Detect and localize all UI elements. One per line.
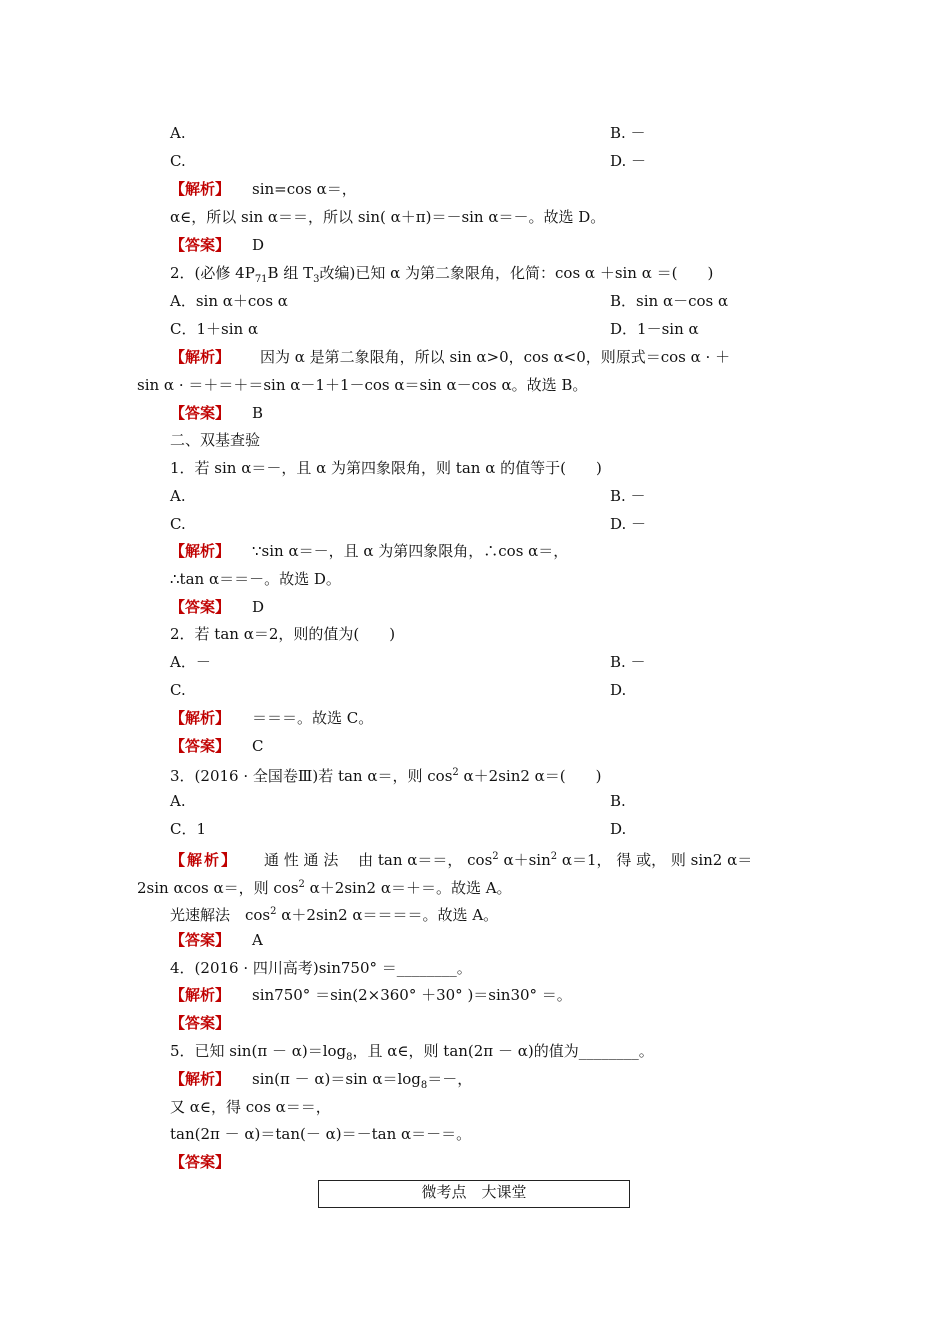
s3-analysis-line-1 (170, 847, 752, 870)
s4-stem: 4．(2016 · 四川高考)sin750° ＝________。 (170, 959, 472, 977)
s3-option-c: C．1 (170, 820, 207, 838)
sup: 2 (492, 851, 499, 862)
s5-analysis-line-2: 又 α∈，得 cos α＝＝， (170, 1098, 331, 1116)
analysis-text: sin750° ＝sin(2×360° ＋30° )＝sin30° ＝。 (252, 986, 572, 1004)
q2a-stem-sub: 71 (254, 274, 268, 285)
s3-stem (170, 763, 602, 786)
analysis-text: α＋2sin2 α＝＝＝＝。故选 A。 (276, 906, 499, 924)
s1-answer-line (170, 597, 264, 617)
analysis-tag: 【解析】 (170, 542, 231, 560)
analysis-text: α＋sin (498, 851, 551, 869)
s1-analysis-line-1 (170, 541, 568, 561)
s1-option-c: C. (170, 515, 186, 533)
answer-text: D (252, 236, 265, 254)
s3-option-a: A. (170, 792, 186, 810)
s2-option-a: A．－ (170, 653, 211, 671)
s3-analysis-line-3 (170, 902, 498, 925)
analysis-text: ＝＝＝。故选 C。 (252, 709, 374, 727)
s4-analysis-line-1 (170, 985, 572, 1005)
s3-option-d: D. (610, 820, 627, 838)
analysis-text: 因为 α 是第二象限角，所以 sin α>0，cos α<0，则原式＝cos α · ＋ (260, 348, 731, 366)
s3-stem-part: α＋2sin2 α＝( ) (458, 767, 602, 785)
q2a-option-c: C．1＋sin α (170, 320, 259, 338)
s1-stem: 1．若 sin α＝－，且 α 为第四象限角，则 tan α 的值等于( ) (170, 459, 602, 477)
s3-analysis-line-2 (137, 875, 512, 898)
answer-tag: 【答案】 (170, 598, 231, 616)
q2a-stem (170, 263, 713, 290)
prev-option-b: B. － (610, 124, 646, 142)
section-banner-box: 微考点 大课堂 (318, 1180, 630, 1208)
s3-stem-part: 3．(2016 · 全国卷Ⅲ)若 tan α＝，则 cos (170, 767, 453, 785)
q2a-analysis-line-2: sin α · ＝＋＝＋＝sin α－1＋1－cos α＝sin α－cos α。故选 B。 (137, 376, 588, 394)
analysis-text: 2sin αcos α＝，则 cos (137, 879, 299, 897)
analysis-text: ＝－， (427, 1070, 473, 1088)
s5-answer-line (170, 1152, 252, 1172)
prev-option-d: D. － (610, 152, 647, 170)
s2-option-d: D. (610, 681, 627, 699)
s5-stem-part: 5．已知 sin(π － α)＝log (170, 1042, 347, 1060)
analysis-tag: 【解析】 (170, 709, 231, 727)
q2a-stem-sub: 3 (313, 274, 320, 285)
s5-stem (170, 1041, 654, 1068)
q2a-stem-part: B 组 T (267, 264, 314, 282)
analysis-text: α＝1， 得 或， 则 sin2 α＝ (557, 851, 753, 869)
s3-stem-sup: 2 (452, 767, 459, 778)
sup: 2 (298, 879, 305, 890)
answer-text: C (252, 737, 264, 755)
answer-text: D (252, 598, 265, 616)
s2-option-b: B. － (610, 653, 646, 671)
q2a-option-a: A．sin α＋cos α (170, 292, 288, 310)
sup: 2 (550, 851, 558, 862)
s1-option-b: B. － (610, 487, 646, 505)
s3-answer-line (170, 930, 263, 950)
analysis-tag: 【解析】 (170, 851, 239, 869)
s5-stem-part: ，且 α∈，则 tan(2π － α)的值为________。 (352, 1042, 654, 1060)
prev-answer-line (170, 235, 264, 255)
prev-analysis-line-1 (170, 179, 357, 199)
answer-tag: 【答案】 (170, 404, 231, 422)
answer-tag: 【答案】 (170, 236, 231, 254)
analysis-tag: 【解析】 (170, 986, 231, 1004)
answer-tag: 【答案】 (170, 737, 231, 755)
analysis-tag: 【解析】 (170, 348, 231, 366)
analysis-text: α＋2sin2 α＝＋＝。故选 A。 (304, 879, 512, 897)
analysis-text: sin=cos α＝， (252, 180, 357, 198)
s4-answer-line (170, 1013, 252, 1033)
q2a-option-b: B．sin α－cos α (610, 292, 729, 310)
prev-option-a: A. (170, 124, 186, 142)
q2a-stem-part: 改编)已知 α 为第二象限角，化简：cos α ＋sin α ＝( ) (319, 264, 714, 282)
s2-answer-line (170, 736, 264, 756)
analysis-text: 光速解法 cos (170, 906, 271, 924)
analysis-tag: 【解析】 (170, 180, 231, 198)
analysis-text: 通 性 通 法 由 tan α＝＝， cos (264, 851, 493, 869)
answer-text: B (252, 404, 264, 422)
q2a-option-d: D．1－sin α (610, 320, 699, 338)
s5-stem-sub: 8 (346, 1052, 353, 1063)
analysis-text: ∵sin α＝－，且 α 为第四象限角，∴cos α＝， (252, 542, 569, 560)
section-title: 二、双基查验 (170, 431, 261, 449)
prev-option-c: C. (170, 152, 186, 170)
s2-analysis-line-1 (170, 708, 373, 728)
s5-analysis-line-1 (170, 1069, 472, 1096)
q2a-analysis-line-1 (170, 347, 730, 367)
answer-tag: 【答案】 (170, 931, 231, 949)
sup: 2 (270, 906, 277, 917)
q2a-stem-part: 2．(必修 4P (170, 264, 255, 282)
s3-option-b: B. (610, 792, 626, 810)
s1-option-d: D. － (610, 515, 647, 533)
q2a-answer-line (170, 403, 263, 423)
answer-text: A (252, 931, 263, 949)
answer-tag: 【答案】 (170, 1153, 231, 1171)
analysis-tag: 【解析】 (170, 1070, 231, 1088)
s2-stem: 2．若 tan α＝2，则的值为( ) (170, 625, 396, 643)
analysis-text: sin(π － α)＝sin α＝log (252, 1070, 421, 1088)
prev-analysis-line-2: α∈，所以 sin α＝＝，所以 sin( α＋π)＝－sin α＝－。故选 D。 (170, 208, 606, 226)
sub: 8 (420, 1080, 428, 1091)
s1-option-a: A. (170, 487, 186, 505)
s2-option-c: C. (170, 681, 186, 699)
answer-tag: 【答案】 (170, 1014, 231, 1032)
s1-analysis-line-2: ∴tan α＝＝－。故选 D。 (170, 570, 341, 588)
s5-analysis-line-3: tan(2π － α)＝tan(－ α)＝－tan α＝－＝。 (170, 1125, 472, 1143)
